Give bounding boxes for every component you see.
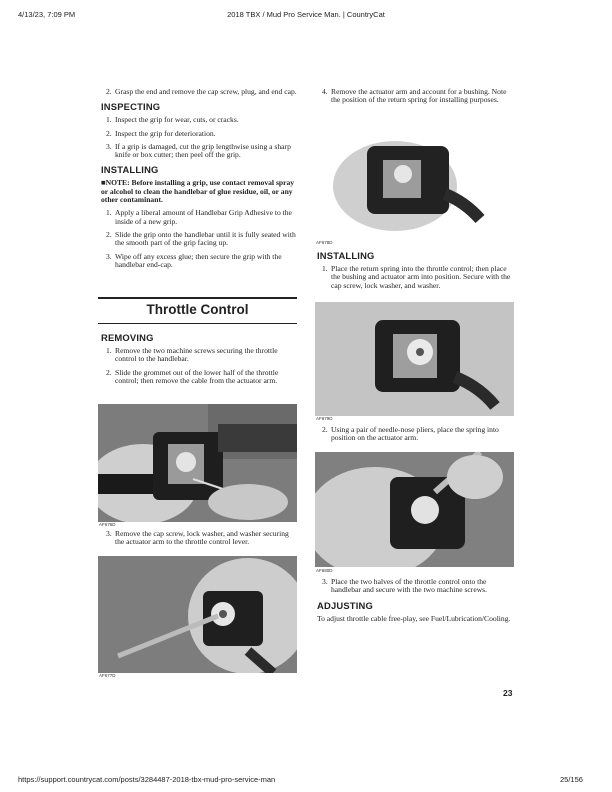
inspect-step-1: 1. Inspect the grip for wear, cuts, or cracks.: [106, 115, 239, 125]
section-title: Throttle Control: [146, 302, 249, 317]
inspect-step-3: 3. If a grip is damaged, cut the grip lengthwise using a sharp knife or box cutter; then peel off the grip.: [106, 141, 291, 160]
figure-label-af676d: AF676D: [99, 522, 116, 527]
right-install-step-3: 3. Place the two halves of the throttle control onto the handlebar and secure with the two machine screws.: [322, 577, 488, 595]
photo-af679d: [315, 302, 514, 416]
adjusting-heading: ADJUSTING: [317, 599, 373, 611]
photo-af680d: [315, 452, 514, 567]
print-page-counter: 25/156: [560, 775, 583, 784]
install-step-3: 3. Wipe off any excess glue; then secure the grip with the handlebar end-cap.: [106, 251, 282, 269]
install-step-1: 1. Apply a liberal amount of Handlebar Grip Adhesive to the inside of a new grip.: [106, 208, 292, 226]
photo-af676d: [98, 404, 297, 522]
remove-step-3: 3. Remove the cap screw, lock washer, and washer securing the actuator arm to the throttle control lever.: [106, 529, 289, 547]
print-url: https://support.countrycat.com/posts/3284487-2018-tbx-mud-pro-service-man: [18, 775, 276, 784]
photo-af677d: [98, 556, 297, 673]
figure-label-af677d: AF677D: [99, 673, 116, 678]
page-number: 23: [503, 688, 513, 698]
photo-af678d: [315, 124, 514, 238]
step-remove-end-cap: 2. Grasp the end and remove the cap screw, plug, and end cap.: [106, 87, 297, 96]
removing-heading: REMOVING: [101, 332, 154, 343]
remove-step-4: 4. Remove the actuator arm and account for a bushing. Note the position of the return spring for installing purposes.: [322, 87, 507, 105]
figure-label-af678d: AF678D: [316, 240, 333, 245]
right-installing-block: [317, 250, 514, 295]
right-installing-heading: INSTALLING: [317, 250, 375, 261]
installing-note: ■NOTE: Before installing a grip, use contact removal spray or alcohol to clean the handlebar of glue residue, oil, or any other contaminant.: [101, 178, 295, 205]
right-install-step-1: 1. Place the return spring into the throttle control; then place the bushing and actuator arm into position. Secure with the cap screw, lock washer, and washer.: [322, 264, 511, 290]
left-column-removing: [101, 332, 297, 390]
left-column-top: [101, 88, 297, 274]
right-install-step-2: 2. Using a pair of needle-nose pliers, place the spring into position on the actuator arm.: [322, 425, 499, 443]
remove-step-2: 2. Slide the grommet out of the lower half of the throttle control; then remove the cable from the actuator arm.: [106, 367, 279, 385]
right-step-2-block: [317, 426, 514, 448]
print-timestamp: 4/13/23, 7:09 PM: [18, 10, 76, 19]
inspect-step-2: 2. Inspect the grip for deterioration.: [106, 128, 216, 138]
section-rule-bottom: [98, 323, 297, 324]
figure-label-af679d: AF679D: [316, 416, 333, 421]
right-step-4-block: [317, 88, 514, 110]
adjusting-text: To adjust throttle cable free-play, see Fuel/Lubrication/Cooling.: [317, 613, 511, 623]
inspecting-heading: INSPECTING: [101, 101, 161, 113]
left-step-3-block: [101, 530, 297, 552]
install-step-2: 2. Slide the grip onto the handlebar until it is fully seated with the smooth part of the grip facing up.: [106, 229, 296, 248]
print-page-title: 2018 TBX / Mud Pro Service Man. | CountryCat: [227, 10, 385, 19]
section-rule-top: [98, 297, 297, 299]
remove-step-1: 1. Remove the two machine screws securing the throttle control to the handlebar.: [106, 346, 278, 364]
installing-heading: INSTALLING: [101, 164, 159, 176]
right-lower-block: [317, 578, 514, 623]
figure-label-af680d: AF680D: [316, 568, 333, 573]
